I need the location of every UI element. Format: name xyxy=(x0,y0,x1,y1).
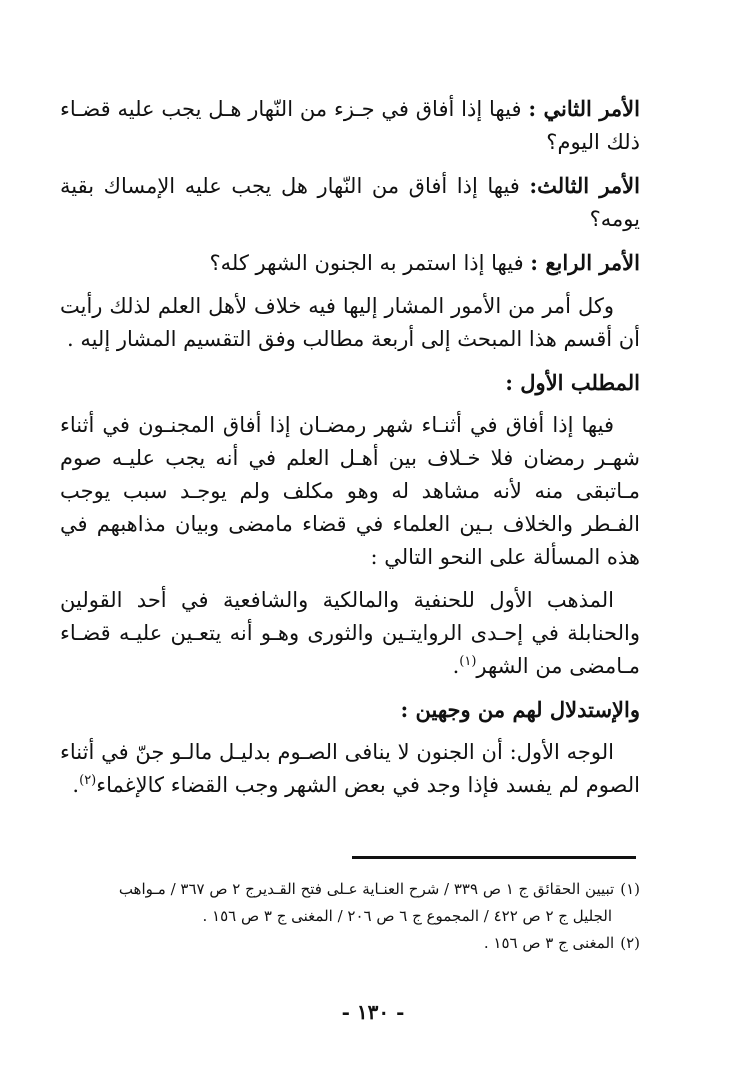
footnote-1 xyxy=(75,876,640,903)
paragraph-end: . xyxy=(72,773,80,797)
footnote-divider xyxy=(352,856,636,859)
paragraph-text: فيها إذا أفاق في أثنـاء شهر رمضـان إذا أفاق المجنـون في أثناء شهـر رمضان فلا خـلاف بين أهـل العلم في أنه يجب عليـه صوم مـاتبقى منه لأنه مشاهد له وهو مكلف ولم يوجـد سبب يوجب الفـطر والخلاف بـين العلماء في قضاء مامضى وبيان مذاهبهم في هذه المسألة على النحو التالي : xyxy=(60,413,641,569)
matter-heading: الأمر الثالث: xyxy=(529,173,640,198)
matter-text: فيها إذا أفاق في جـزء من النّهار هـل يجب عليه قضـاء ذلك اليوم؟ xyxy=(60,97,640,154)
section-heading: المطلب الأول : xyxy=(505,370,640,395)
paragraph-second-matter xyxy=(60,92,640,159)
footnote-ref: (١) xyxy=(459,654,477,669)
footnote-ref: (٢) xyxy=(79,773,97,788)
paragraph-fourth-matter xyxy=(60,246,640,280)
section-heading: والإستدلال لهم من وجهين : xyxy=(400,697,640,722)
paragraph-first-school xyxy=(60,584,640,683)
page-body xyxy=(60,92,640,812)
paragraph-third-matter xyxy=(60,169,640,236)
matter-heading: الأمر الثاني : xyxy=(528,96,640,121)
footnote-number: (٢) xyxy=(620,934,640,952)
paragraph-text: المذهب الأول للحنفية والمالكية والشافعية في أحد القولين والحنابلة في إحـدى الروايتـين والثورى وهـو أنه يتعـين عليـه قضـاء مـامضى من الشهر xyxy=(60,588,640,678)
paragraph-division xyxy=(60,290,640,356)
footnote-text: الجليل ج ٢ ص ٤٢٢ / المجموع ج ٦ ص ٢٠٦ / المغنى ج ٣ ص ١٥٦ . xyxy=(202,907,612,925)
footnotes xyxy=(75,876,640,957)
footnote-1-continued xyxy=(75,903,640,930)
paragraph-recovery xyxy=(60,409,640,574)
matter-text: فيها إذا استمر به الجنون الشهر كله؟ xyxy=(209,251,524,275)
footnote-2 xyxy=(75,930,640,957)
paragraph-first-aspect xyxy=(60,736,640,802)
matter-heading: الأمر الرابع : xyxy=(530,250,640,275)
paragraph-text: الوجه الأول: أن الجنون لا ينافى الصـوم بدليـل مالـو جنّ في أثناء الصوم لم يفسد فإذا وجد في بعض الشهر وجب القضاء كالإغماء xyxy=(60,740,640,797)
paragraph-end: . xyxy=(452,654,460,678)
matter-text: فيها إذا أفاق من النّهار هل يجب عليه الإمساك بقية يومه؟ xyxy=(60,174,640,231)
page-number: - ١٣٠ - xyxy=(341,1000,405,1024)
paragraph-text: وكل أمر من الأمور المشار إليها فيه خلاف لأهل العلم لذلك رأيت أن أقسم هذا المبحث إلى أربعة مطالب وفق التقسيم المشار إليه . xyxy=(60,294,640,351)
footnote-text: المغنى ج ٣ ص ١٥٦ . xyxy=(483,934,615,952)
footnote-number: (١) xyxy=(620,880,640,898)
footnote-text: تبيين الحقائق ج ١ ص ٣٣٩ / شرح العنـاية عـلى فتح القـديرج ٢ ص ٣٦٧ / مـواهب xyxy=(118,880,615,898)
